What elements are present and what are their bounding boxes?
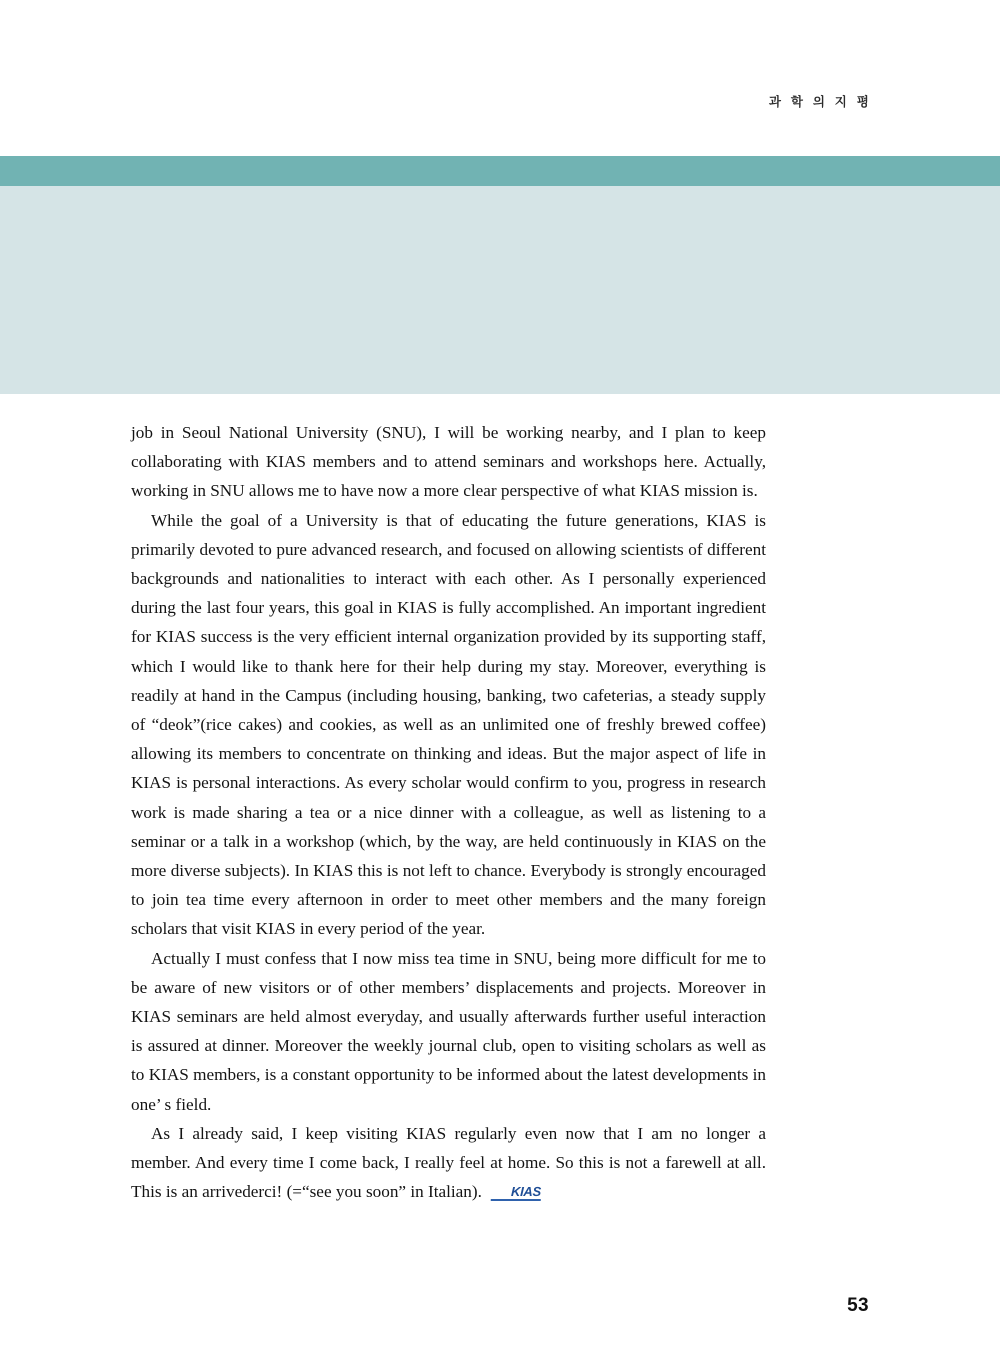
- body-text-column: [131, 418, 766, 1206]
- body-paragraph-4: [131, 1119, 766, 1207]
- body-paragraph-4-text: As I already said, I keep visiting KIAS regularly even now that I am no longer a member. And every time I come back, I really feel at home. So this is not a farewell at all. This is an arrivederci! (=“see you soon” in Italian).: [131, 1123, 766, 1202]
- kias-end-mark-logo: KIAS: [491, 1185, 541, 1201]
- body-paragraph-2: While the goal of a University is that of educating the future generations, KIAS is primarily devoted to pure advanced research, and focused on allowing scientists of different backgrounds and nationalities to interact with each other. As I personally experienced during the last four years, this goal in KIAS is fully accomplished. An important ingredient for KIAS success is the very efficient internal organization provided by its supporting staff, which I would like to thank here for their help during my stay. Moreover, everything is readily at hand in the Campus (including housing, banking, two cafeterias, a steady supply of “deok”(rice cakes) and cookies, as well as an unlimited one of freshly brewed coffee) allowing its members to concentrate on thinking and ideas. But the major aspect of life in KIAS is personal interactions. As every scholar would confirm to you, progress in research work is made sharing a tea or a nice dinner with a colleague, as well as listening to a seminar or a talk in a workshop (which, by the way, are held continuously in KIAS on the more diverse subjects). In KIAS this is not left to chance. Everybody is strongly encouraged to join tea time every afternoon in order to meet other members and the many foreign scholars that visit KIAS in every period of the year.: [131, 510, 766, 939]
- page-number: 53: [847, 1295, 869, 1316]
- body-paragraph-1: job in Seoul National University (SNU), I will be working nearby, and I plan to keep collaborating with KIAS members and to attend seminars and workshops here. Actually, working in SNU allows me to have now a more clear perspective of what KIAS mission is.: [131, 423, 766, 501]
- banner-accent-rule: [0, 156, 1000, 186]
- running-header-title: 과 학 의 지 평: [768, 95, 872, 109]
- body-paragraph-3: Actually I must confess that I now miss tea time in SNU, being more difficult for me to be aware of new visitors or of other members’ displacements and projects. Moreover in KIAS seminars are held almost everyday, and usually afterwards further useful interaction is assured at dinner. Moreover the weekly journal club, open to visiting scholars as well as to KIAS members, is a constant opportunity to be informed about the latest developments in one’ s field.: [131, 948, 766, 1114]
- banner-image-panel: [0, 186, 1000, 394]
